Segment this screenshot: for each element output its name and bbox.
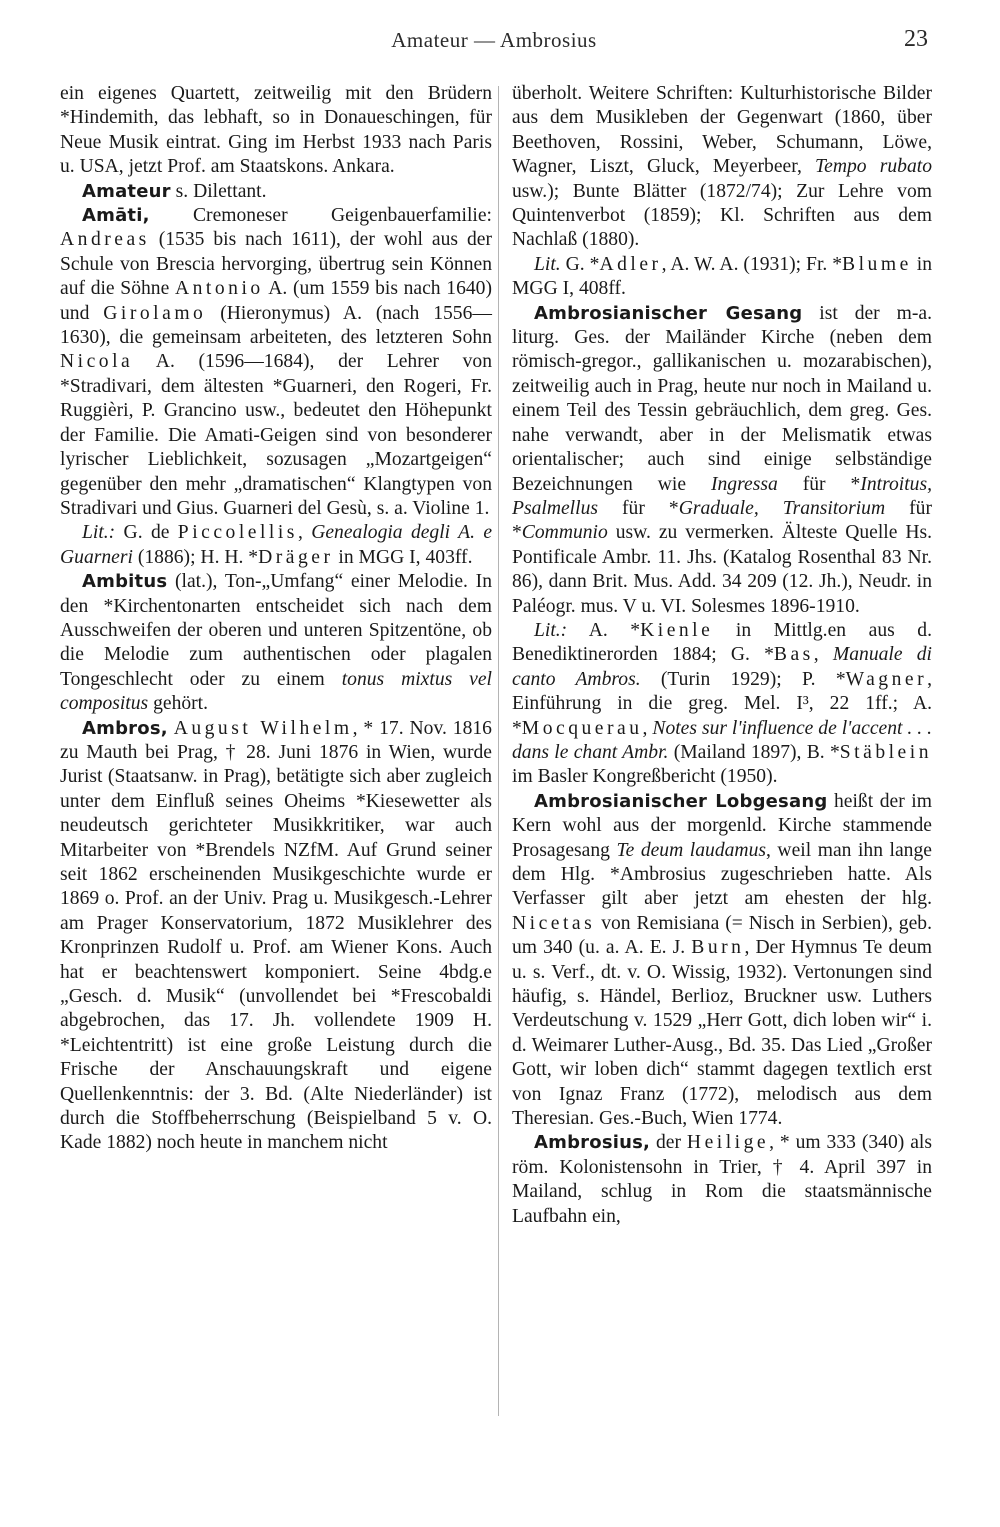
italic-title: Te deum laudamus (616, 839, 766, 861)
column-divider (498, 86, 499, 1416)
right-column (512, 82, 932, 1229)
entry-text: heißt der im Kern wohl aus der morgenld. Kirche stammende Prosagesang (512, 790, 932, 861)
entry-text: , weil man ihn lange dem Hlg. *Ambrosius zugeschrieben hatte. Als Verfasser gilt aber jetzt am ehesten der hlg. (512, 839, 932, 910)
entry-ambros (60, 717, 492, 1156)
italic-title: Tempo rubato (815, 156, 932, 178)
italic-title: Manuale di canto Ambros. (512, 644, 932, 690)
spaced-name: Nicola (60, 351, 134, 373)
entry-text: überholt. Weitere Schriften: Kulturhistorische Bilder aus dem Musikleben der Gegenwart (1860, über Beethoven, Rossini, Weber, Schumann, Löwe, Wagner, Liszt, Gluck, Meyerbeer, (512, 83, 932, 178)
entry-text: (lat.), Ton-„Umfang“ einer Melodie. In den *Kirchentonarten entscheidet sich nach dem Ausschweifen der oberen und unteren Spitzentöne, ob die Melodie zum authentischen oder plagalen Tongeschlecht oder zu einem (60, 571, 492, 690)
headword-amateur: Amateur (82, 180, 171, 202)
lit-label: Lit. (534, 253, 561, 275)
entry-text: G. de (115, 522, 178, 544)
spaced-name: Andreas (60, 229, 150, 251)
entry-text: (Hieronymus) A. (nach 1556—1630), die gemeinsam arbeiteten, des letzteren Sohn (60, 302, 492, 349)
italic-term: Graduale, Transitorium (678, 497, 886, 519)
entry-text: Cremoneser Geigenbauerfamilie: (149, 205, 492, 227)
entry-text: (1886); H. H. * (132, 546, 259, 568)
lit-label: Lit.: (82, 522, 116, 544)
entry-text: (1535 bis nach 1611), der wohl aus der Schule von Brescia hervorging, übertrug sein Können auf die Söhne (60, 229, 492, 300)
entry-ambitus (60, 570, 492, 716)
italic-title: Genealogia degli A. e Guarneri (60, 522, 493, 568)
spaced-name: Dräger (258, 546, 334, 568)
spaced-name: Adler (599, 253, 662, 275)
entry-text: A. (um 1559 bis nach 1640) und (60, 278, 492, 324)
headword-ambitus: Ambitus (82, 571, 168, 593)
entry-ambrosius (512, 1131, 932, 1229)
entry-text: ist der m-a. liturg. Ges. der Mailänder Kirche (neben dem römisch-gregor., gallikanischen u. mozarabischen), zeitweilig auch in Prag, heute nur noch in Mailand u. einem Teil des Tessin gebräuchlich, dem greg. Ges. nahe verwandt, aber in der Melismatik etwas orientalischer; auch sind einige selbständige Bezeichnungen wie (512, 302, 932, 495)
entry-text: , (297, 522, 312, 544)
spaced-name: Bas (773, 644, 814, 666)
entry-text: für * (598, 497, 679, 519)
entry-amateur (60, 180, 492, 204)
headword-ambrosianischer-gesang: Ambrosianischer Gesang (534, 302, 803, 324)
entry-text: A. (1596—1684), der Lehrer von *Stradivari, dem ältesten *Guarneri, den Rogeri, Fr. Ruggièri, P. Grancino usw., bedeutet den Höhepunkt der Familie. Die Amati-Geigen sind von besonderer lyrischer Lieblichkeit, sozusagen „Mozartgeigen“ gegenüber den mehr „dramatischen“ Klangtypen von Stradivari und Gius. Guarneri del Gesù, s. a. Violine 1. (60, 351, 492, 519)
italic-term: Ingressa (710, 473, 778, 495)
italic-term: Introitus, Psalmellus (512, 473, 932, 519)
spaced-name: Burn (691, 937, 745, 959)
italic-term: tonus mixtus vel compositus (60, 668, 492, 715)
spaced-name: Blume (842, 253, 912, 275)
entry-amati (60, 204, 492, 521)
entry-text: für * (777, 473, 861, 495)
entry-text: , Der Hymnus Te deum u. s. Verf., dt. v. O. Wissig, 1932). Vertonungen sind häufig, s. Händel, Berlioz, Bruckner usw. Luthers Verdeutschung v. 1529 „Herr Gott, dich loben wir“ i. d. Weimarer Luther-Ausg., Bd. 35. Das Lied „Großer Gott, wir loben dich“ stammt dagegen textlich erst von Ignaz Franz (1772), melodisch aus dem Theresian. Ges.-Buch, Wien 1774. (512, 937, 933, 1130)
lit-label: Lit.: (534, 619, 568, 641)
headword-ambros: Ambros, (82, 717, 168, 739)
spaced-name: Heilige (686, 1132, 770, 1154)
italic-term: Communio (521, 522, 608, 544)
continued-entry-ambros (512, 82, 932, 253)
entry-text: (Turin 1929); P. * (640, 668, 846, 690)
headword-amati: Amāti, (82, 205, 150, 227)
entry-ambrosianischer-lobgesang (512, 790, 932, 1132)
literature-amati (60, 521, 492, 570)
spaced-name: Piccolellis (177, 522, 298, 544)
entry-text: , (813, 644, 833, 666)
italic-title: Notes sur l'influence de l'accent . . . dans le chant Ambr. (512, 717, 932, 763)
entry-text: , Einführung in die greg. Mel. I³, 22 1ff.; A. * (512, 668, 932, 739)
page-number: 23 (904, 26, 928, 52)
entry-text: , (642, 717, 653, 739)
entry-text: für * (512, 497, 933, 544)
spaced-name: Nicetas (512, 912, 596, 934)
literature-gesang (512, 619, 932, 790)
entry-text: usw. zu vermerken. Älteste Quelle Hs. Pontificale Ambr. 11. Jhs. (Katalog Rosenthal 83 Nr. 86), dann Brit. Mus. Add. 34 209 (12. Jh.), Neudr. in Paléogr. mus. V u. VI. Solesmes 1896-1910. (512, 522, 932, 617)
spaced-name: Stäblein (839, 741, 932, 763)
spaced-name: Kienle (640, 619, 714, 641)
entry-text: von Remisiana (= Nisch in Serbien), geb. um 340 (u. a. A. E. J. (512, 912, 932, 959)
entry-text: der (650, 1132, 687, 1154)
spaced-name: Mocquerau (521, 717, 643, 739)
entry-text: , * 17. Nov. 1816 zu Mauth bei Prag, † 28. Juni 1876 in Wien, wurde Jurist (Staatsanw. in Prag), betätigte sich aber zugleich unter dem Einfluß seines Oheims *Kiesewetter als neudeutsch gerichteter Musikkritiker, war auch Mitarbeiter von *Brendels NZfM. Auf Grund seiner seit 1862 erscheinenden Musikgeschichte wurde er 1869 o. Prof. an der Univ. Prag u. Musikgesch.-Lehrer am Prager Konservatorium, 1872 Musiklehrer des Kronprinzen Rudolf u. Prof. am Wiener Kons. Auch hat er beachtenswert komponiert. Seine 4bdg.e „Gesch. d. Musik“ (unvollendet bei *Frescobaldi abgebrochen, das 17. Jh. vollendete 1909 H. *Leichtentritt) ist eine große Leistung durch die Frische der Anschauungskraft und eigene Quellenkenntnis: der 3. Bd. (Alte Niederländer) ist durch die Stoffbeherrschung (Beispielband 5 v. O. Kade 1882) noch heute in manchem nicht (60, 717, 492, 1154)
entry-text: A. * (567, 619, 641, 641)
entry-text: im Basler Kongreßbericht (1950). (512, 766, 778, 788)
spaced-name: Girolamo (103, 302, 207, 324)
entry-text: G. * (560, 253, 600, 275)
spaced-name: Wagner (845, 668, 928, 690)
headword-ambrosius: Ambrosius, (534, 1132, 651, 1154)
header-title: Amateur — Ambrosius (391, 28, 597, 52)
literature-ambros (512, 253, 932, 302)
entry-text: in MGG I, 408ff. (512, 253, 932, 300)
left-column (60, 82, 492, 1156)
entry-ambrosianischer-gesang (512, 302, 932, 619)
spaced-name: Antonio (174, 278, 264, 300)
entry-text: in Mittlg.en aus d. Benediktinerorden 1884; G. * (512, 619, 932, 666)
entry-text: gehört. (148, 693, 209, 715)
entry-text: usw.); Bunte Blätter (1872/74); Zur Lehre vom Quintenverbot (1859); Kl. Schriften aus dem Nachlaß (1880). (512, 180, 932, 251)
entry-text: , * um 333 (340) als röm. Kolonistensohn in Trier, † 4. April 397 in Mailand, schlug in Rom die staatsmännische Laufbahn ein, (512, 1132, 932, 1227)
headword-ambrosianischer-lobgesang: Ambrosianischer Lobgesang (534, 790, 828, 812)
spaced-name: August Wilhelm (173, 717, 353, 739)
entry-text: , A. W. A. (1931); Fr. * (661, 253, 843, 275)
continued-entry-text: ein eigenes Quartett, zeitweilig mit den Brüdern *Hindemith, das lebhaft, so in Donaueschingen, für Neue Musik eintrat. Ging im Herbst 1933 nach Paris u. USA, jetzt Prof. am Staatskons. Ankara. (60, 83, 492, 178)
entry-text: s. Dilettant. (170, 180, 267, 202)
entry-text: (Mailand 1897), B. * (668, 741, 840, 763)
entry-text: in MGG I, 403ff. (333, 546, 473, 568)
running-header (60, 22, 928, 56)
